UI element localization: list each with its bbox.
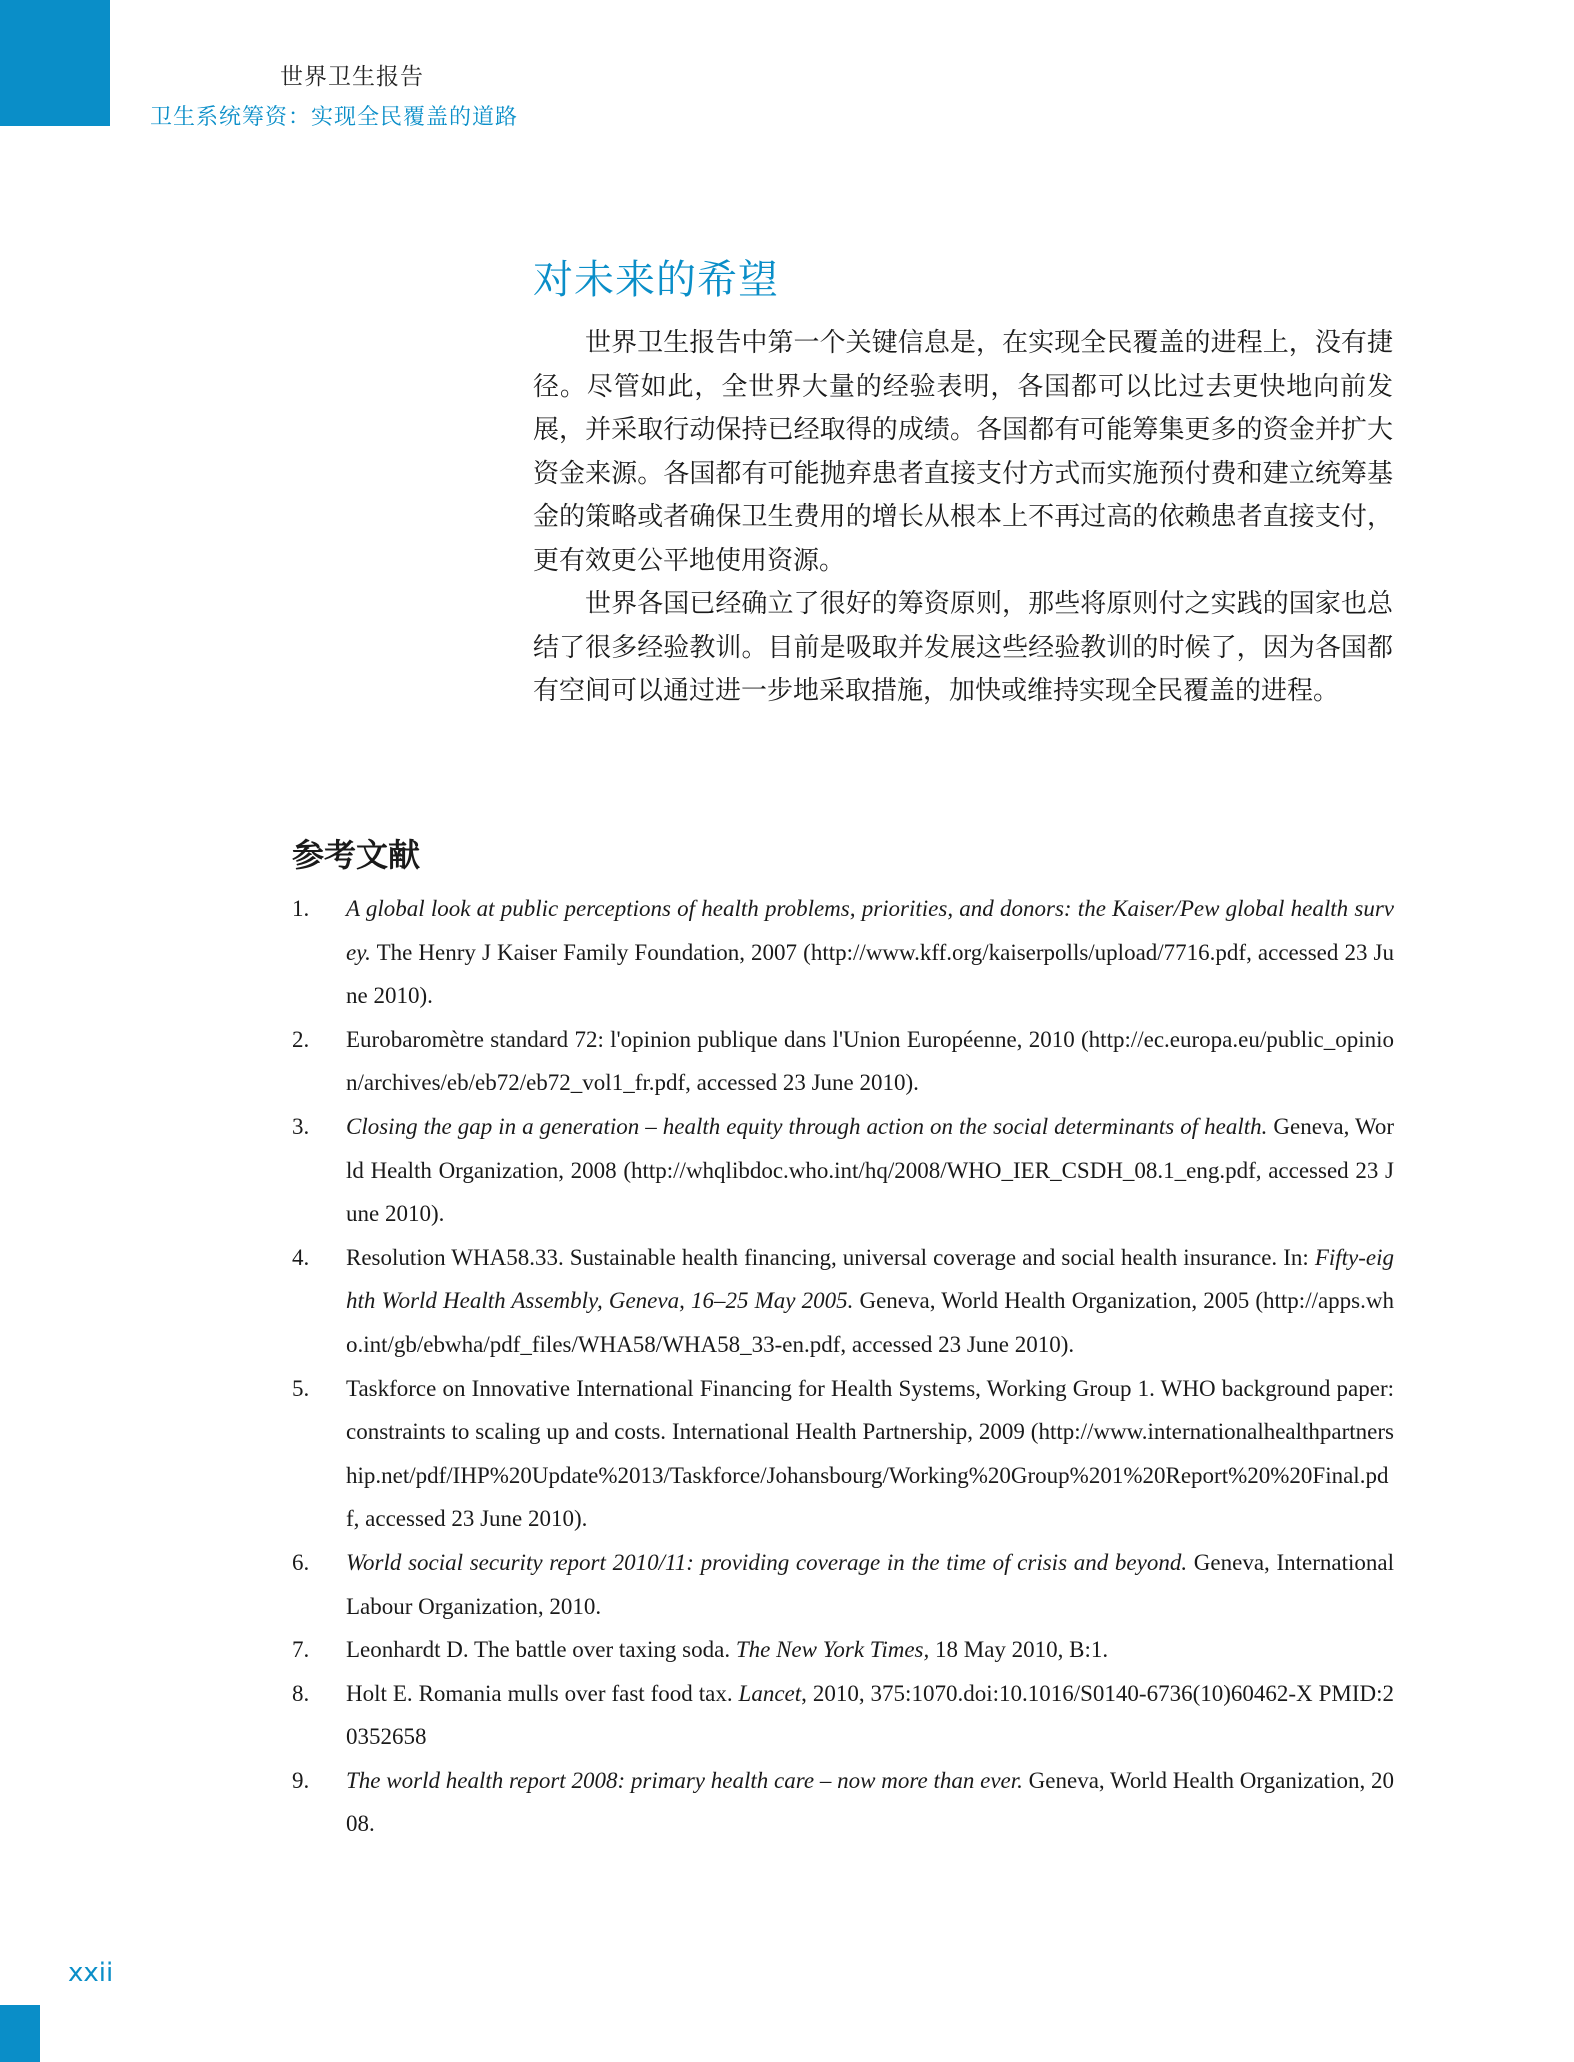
reference-content: [346, 1018, 1394, 1105]
reference-text: , 2010, 375:1070.doi:10.1016/S0140-6736(10)60462-X PMID:20352658: [346, 1680, 1395, 1750]
reference-italic: Closing the gap in a generation – health equity through action on the social determinants of health.: [346, 1113, 1268, 1139]
section-title: 对未来的希望: [533, 257, 779, 303]
reference-text: The Henry J Kaiser Family Foundation, 2007 (http://www.kff.org/kaiserpolls/upload/7716.pdf, accessed 23 June 2010).: [346, 939, 1394, 1009]
reference-item: [292, 1236, 1394, 1367]
reference-number: 4.: [292, 1244, 310, 1270]
reference-item: [292, 1759, 1394, 1846]
report-subtitle: 卫生系统筹资：实现全民覆盖的道路: [150, 105, 519, 130]
reference-content: [346, 1672, 1394, 1759]
reference-text: Geneva, International Labour Organization, 2010.: [346, 1549, 1394, 1619]
reference-number: 1.: [292, 896, 310, 921]
reference-number: 3.: [292, 1113, 310, 1139]
references-list: [292, 887, 1394, 1846]
reference-content: [346, 1367, 1394, 1541]
reference-content: [346, 1105, 1394, 1236]
header-color-block: [0, 0, 110, 126]
reference-italic: Fifty-eighth World Health Assembly, Geneva, 16–25 May 2005.: [346, 1244, 1394, 1314]
reference-text: Taskforce on Innovative International Financing for Health Systems, Working Group 1. WHO background paper: constraints to scaling up and costs. International Health Partnership, 2009 (http://www.internationalhealthpartnership.net/pdf/IHP%20Update%2013/Taskforce/Johansbourg/Working%20Group%201%20Report%20%20Final.pdf, accessed 23 June 2010).: [346, 1375, 1394, 1532]
page-number: xxii: [68, 1958, 114, 1988]
reference-content: [346, 1236, 1394, 1367]
reference-italic: The New York Times,: [735, 1637, 930, 1663]
reference-text: Geneva, World Health Organization, 2005 (http://apps.who.int/gb/ebwha/pdf_files/WHA58/WHA58_33-en.pdf, accessed 23 June 2010).: [346, 1288, 1394, 1357]
reference-content: [346, 1541, 1394, 1628]
reference-number: 7.: [292, 1637, 310, 1663]
reference-content: [346, 1628, 1394, 1672]
reference-item: [292, 1105, 1394, 1236]
reference-number: 8.: [292, 1680, 310, 1706]
paragraph: 世界各国已经确立了很好的筹资原则，那些将原则付之实践的国家也总结了很多经验教训。目前是吸取并发展这些经验教训的时候了，因为各国都有空间可以通过进一步地采取措施，加快或维持实现全民覆盖的进程。: [533, 589, 1393, 706]
reference-item: [292, 887, 1394, 1018]
reference-text: Geneva, World Health Organization, 2008 (http://whqlibdoc.who.int/hq/2008/WHO_IER_CSDH_08.1_eng.pdf, accessed 23 June 2010).: [346, 1113, 1394, 1227]
reference-item: [292, 1672, 1394, 1759]
reference-number: 2.: [292, 1026, 310, 1052]
reference-text: Geneva, World Health Organization, 2008.: [346, 1767, 1394, 1837]
reference-item: [292, 1541, 1394, 1628]
reference-content: [346, 1759, 1394, 1846]
report-title: 世界卫生报告: [280, 64, 424, 90]
reference-text: Eurobaromètre standard 72: l'opinion publique dans l'Union Européenne, 2010 (http://ec.europa.eu/public_opinion/archives/eb/eb72/eb72_vol1_fr.pdf, accessed 23 June 2010).: [346, 1026, 1394, 1096]
section-body: [533, 322, 1393, 714]
reference-italic: The world health report 2008: primary health care – now more than ever.: [346, 1767, 1023, 1793]
reference-italic: Lancet: [738, 1680, 802, 1706]
reference-item: [292, 1018, 1394, 1105]
reference-text: Resolution WHA58.33. Sustainable health financing, universal coverage and social health insurance. In:: [346, 1244, 1315, 1270]
reference-number: 5.: [292, 1375, 310, 1401]
reference-italic: A global look at public perceptions of health problems, priorities, and donors: the Kaiser/Pew global health survey.: [346, 896, 1394, 965]
paragraph: 世界卫生报告中第一个关键信息是，在实现全民覆盖的进程上，没有捷径。尽管如此，全世界大量的经验表明，各国都可以比过去更快地向前发展，并采取行动保持已经取得的成绩。各国都有可能筹集更多的资金并扩大资金来源。各国都有可能抛弃患者直接支付方式而实施预付费和建立统筹基金的策略或者确保卫生费用的增长从根本上不再过高的依赖患者直接支付，更有效更公平地使用资源。: [533, 328, 1393, 576]
reference-number: 9.: [292, 1767, 310, 1793]
reference-item: [292, 1628, 1394, 1672]
references-title: 参考文献: [292, 836, 421, 874]
reference-text: 18 May 2010, B:1.: [929, 1637, 1109, 1663]
footer-color-block: [0, 2005, 40, 2062]
reference-text: Leonhardt D. The battle over taxing soda.: [346, 1637, 736, 1663]
reference-content: [346, 887, 1394, 1018]
reference-item: [292, 1367, 1394, 1541]
reference-text: Holt E. Romania mulls over fast food tax.: [346, 1680, 739, 1706]
reference-italic: World social security report 2010/11: providing coverage in the time of crisis and beyond.: [346, 1549, 1188, 1575]
reference-number: 6.: [292, 1549, 310, 1575]
